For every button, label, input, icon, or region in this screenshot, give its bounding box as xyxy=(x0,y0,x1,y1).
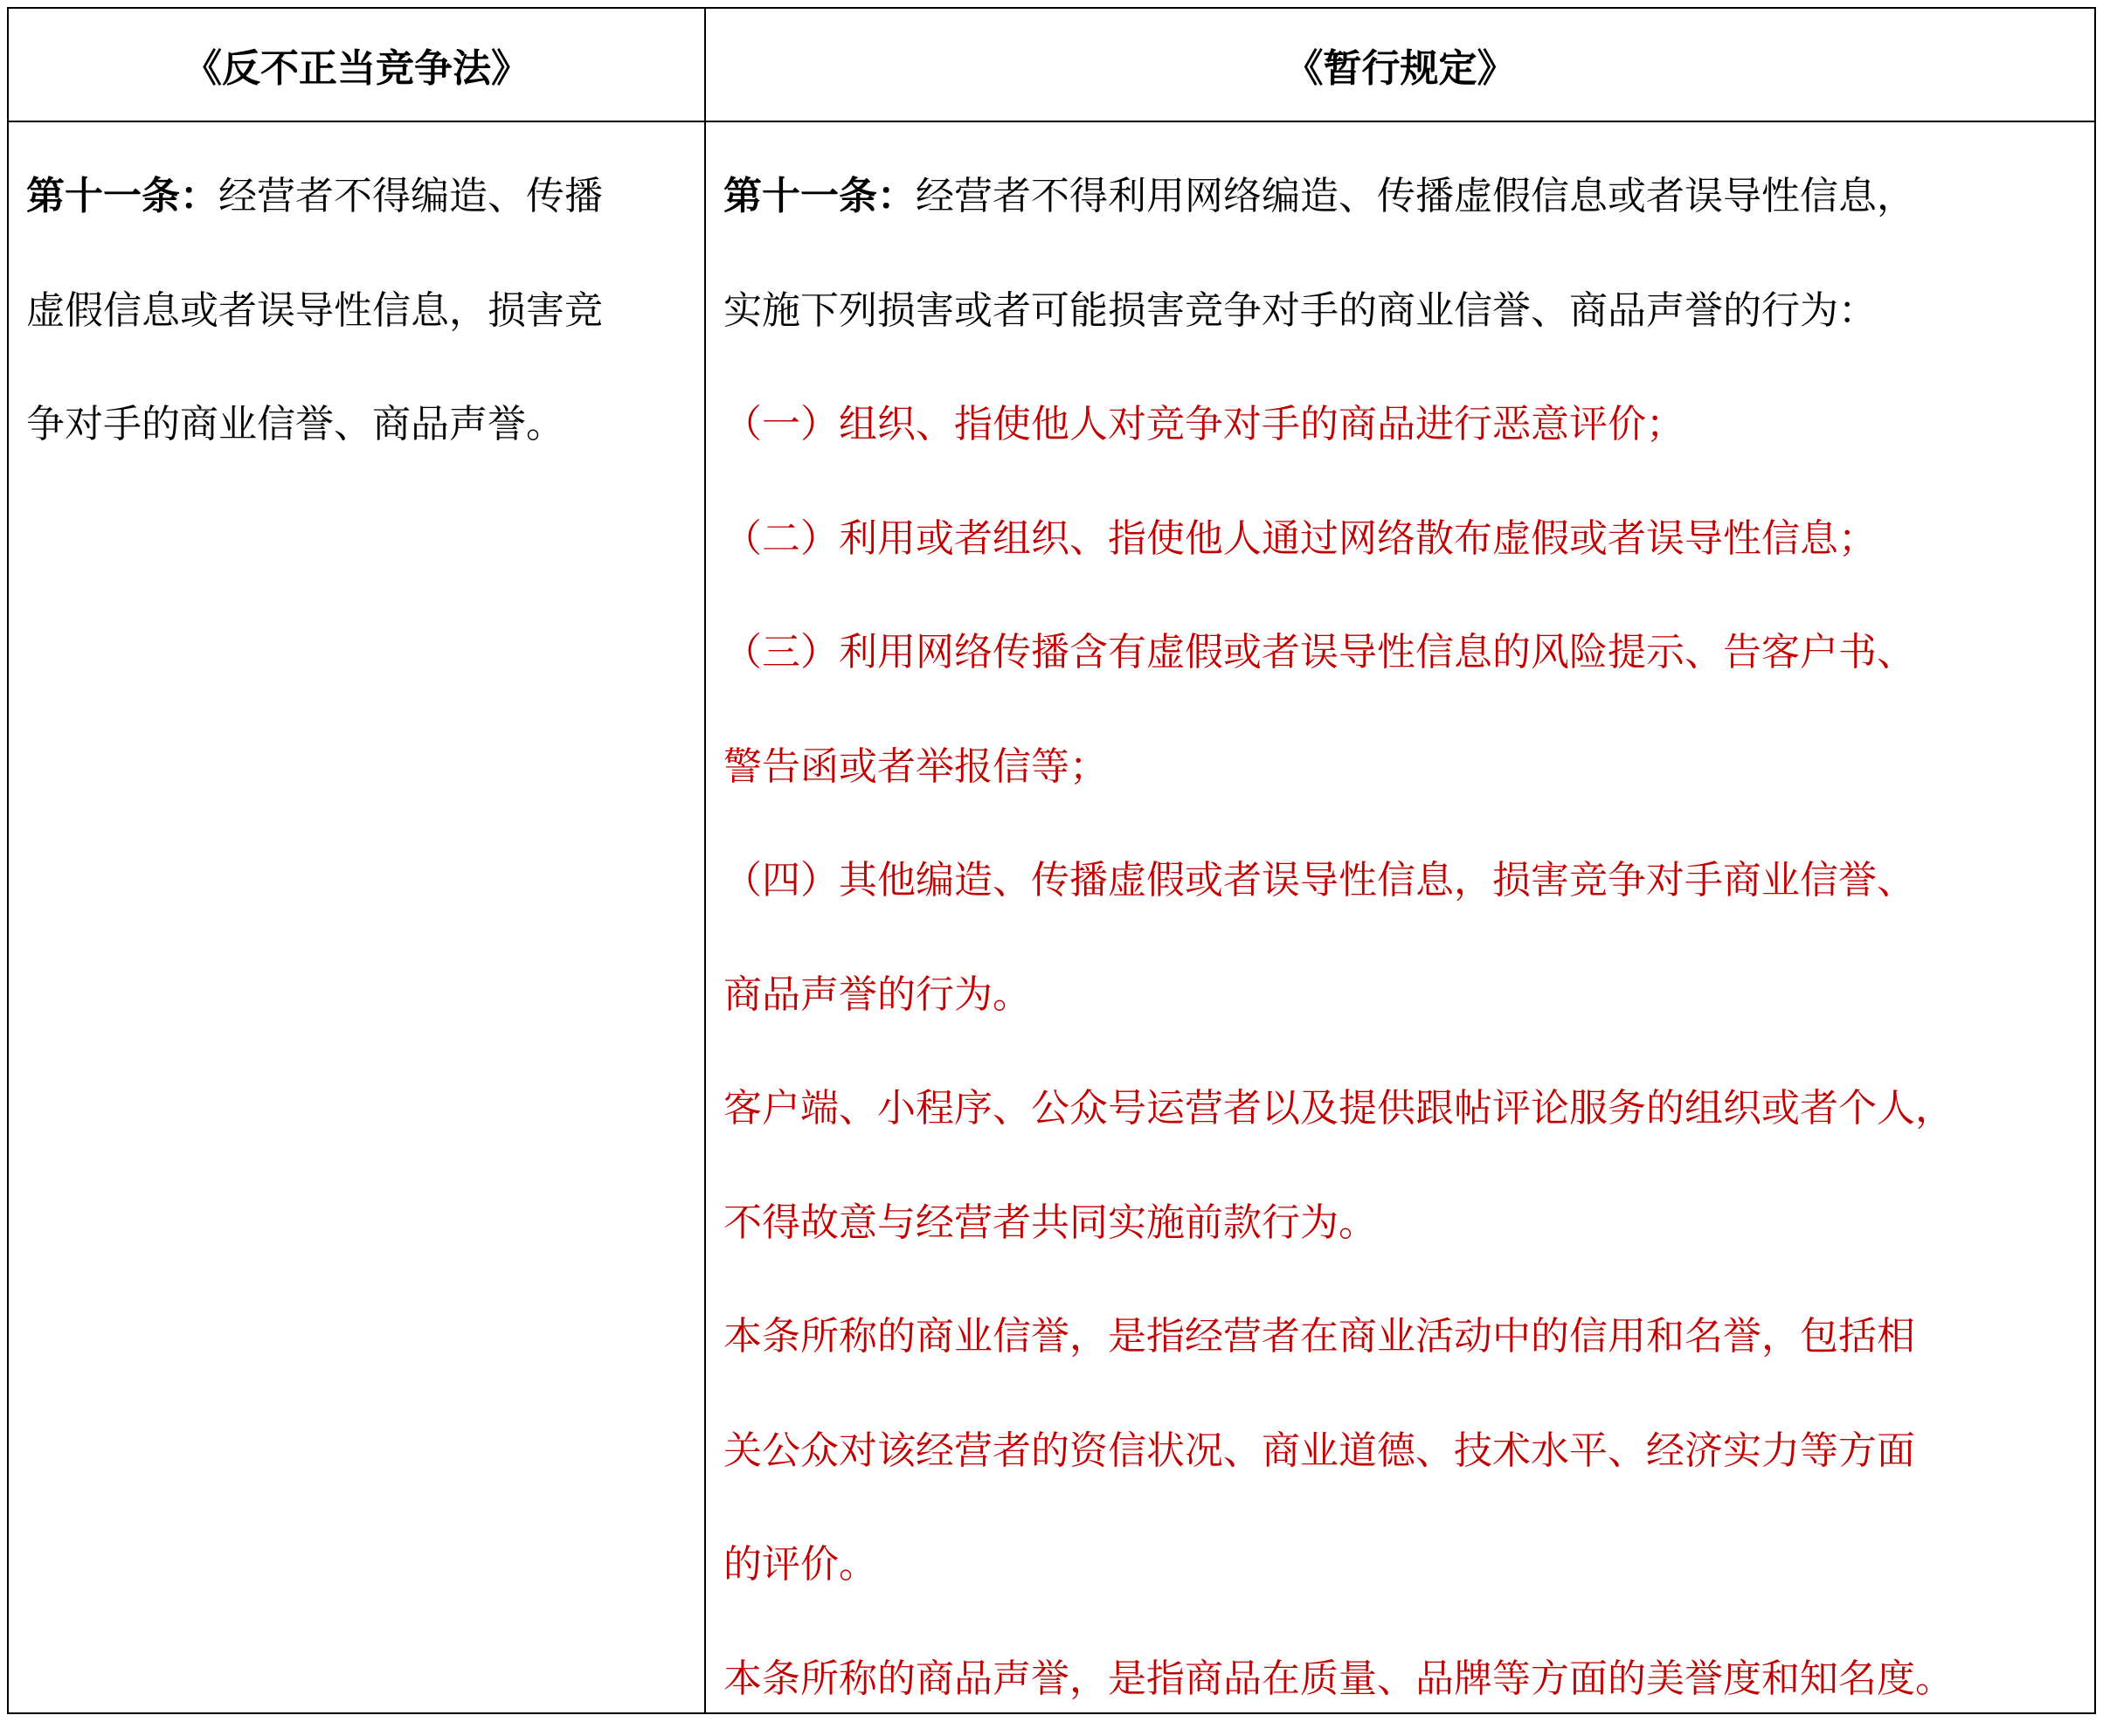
column-divider xyxy=(704,9,706,1712)
right-line-6: 警告函或者举报信等； xyxy=(723,710,2086,825)
right-line-5: （三）利用网络传播含有虚假或者误导性信息的风险提示、告客户书、 xyxy=(723,596,2086,710)
right-line-14: 本条所称的商品声誉，是指商品在质量、品牌等方面的美誉度和知名度。 xyxy=(723,1622,2086,1736)
left-line-3: 争对手的商业信誉、商品声誉。 xyxy=(26,368,699,482)
left-line-1-text: 经营者不得编造、传播 xyxy=(218,174,603,218)
header-left: 《反不正当竞争法》 xyxy=(9,9,704,121)
left-article-label: 第十一条： xyxy=(26,174,218,218)
right-line-11: 本条所称的商业信誉，是指经营者在商业活动中的信用和名誉，包括相 xyxy=(723,1280,2086,1394)
left-line-2: 虚假信息或者误导性信息，损害竞 xyxy=(26,254,699,369)
right-line-4: （二）利用或者组织、指使他人通过网络散布虚假或者误导性信息； xyxy=(723,482,2086,597)
right-line-1 xyxy=(723,140,2086,254)
right-line-10: 不得故意与经营者共同实施前款行为。 xyxy=(723,1166,2086,1281)
right-line-12: 关公众对该经营者的资信状况、商业道德、技术水平、经济实力等方面 xyxy=(723,1394,2086,1509)
left-cell xyxy=(26,140,699,482)
right-article-label: 第十一条： xyxy=(723,174,916,218)
right-line-1-text: 经营者不得利用网络编造、传播虚假信息或者误导性信息， xyxy=(916,174,1915,218)
left-line-1 xyxy=(26,140,699,254)
right-line-8: 商品声誉的行为。 xyxy=(723,938,2086,1053)
right-line-3: （一）组织、指使他人对竞争对手的商品进行恶意评价； xyxy=(723,368,2086,482)
right-line-7: （四）其他编造、传播虚假或者误导性信息，损害竞争对手商业信誉、 xyxy=(723,824,2086,938)
right-line-9: 客户端、小程序、公众号运营者以及提供跟帖评论服务的组织或者个人， xyxy=(723,1052,2086,1166)
header-divider xyxy=(9,121,2094,122)
header-right: 《暂行规定》 xyxy=(706,9,2094,121)
right-line-13: 的评价。 xyxy=(723,1508,2086,1622)
comparison-table xyxy=(7,7,2096,1714)
right-line-2: 实施下列损害或者可能损害竞争对手的商业信誉、商品声誉的行为： xyxy=(723,254,2086,369)
right-cell xyxy=(723,140,2086,1736)
